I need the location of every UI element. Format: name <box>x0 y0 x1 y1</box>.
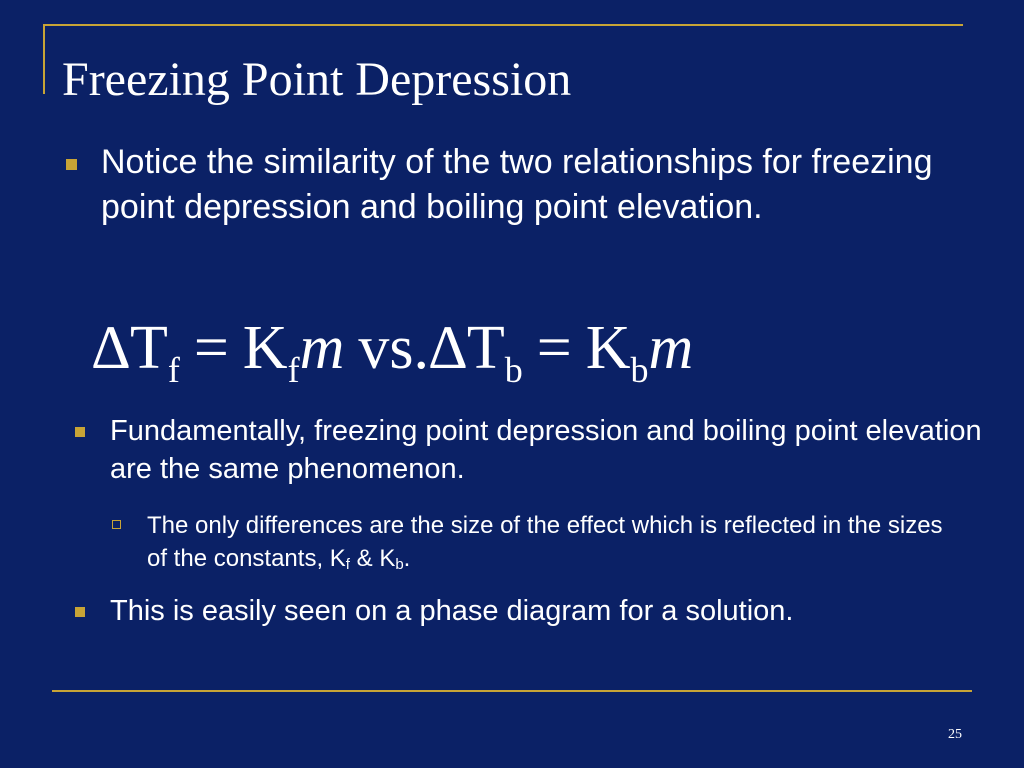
eq-equals-2: = <box>536 314 572 382</box>
sub-bullet-text <box>147 509 947 575</box>
eq-K-f: K <box>242 314 288 382</box>
delta-symbol: ∆ <box>92 314 130 382</box>
bullet-similarity <box>66 140 966 230</box>
eq-T-f: T <box>129 314 168 382</box>
frame-left-rule <box>43 24 45 94</box>
square-bullet-icon <box>75 607 85 617</box>
frame-top-rule <box>43 24 963 26</box>
eq-K-sub-b: b <box>630 350 649 390</box>
square-bullet-icon <box>75 427 85 437</box>
sub-bullet-end: . <box>403 545 411 572</box>
eq-equals-1: = <box>193 314 229 382</box>
equation <box>92 308 693 410</box>
sub-bullet-main: The only differences are the size of the effect which is reflected in the sizes of the constants, K <box>147 512 943 572</box>
subscript-f: f <box>345 556 350 573</box>
eq-K-sub-f: f <box>287 350 300 390</box>
bullet-phase-diagram <box>75 592 995 630</box>
sub-bullet-mid: & K <box>349 545 396 572</box>
eq-K-b: K <box>585 314 631 382</box>
delta-symbol-2: ∆ <box>428 314 467 382</box>
square-bullet-icon <box>66 159 77 170</box>
bullet-text: This is easily seen on a phase diagram for a solution. <box>110 595 794 627</box>
bullet-fundamentally <box>75 412 995 488</box>
eq-vs: vs. <box>358 314 429 382</box>
eq-sub-b: b <box>504 350 523 390</box>
eq-sub-f: f <box>167 350 180 390</box>
slide-title: Freezing Point Depression <box>62 53 572 106</box>
page-number: 25 <box>948 727 962 742</box>
sub-bullet-differences <box>112 509 972 575</box>
bullet-text: Notice the similarity of the two relationships for freezing point depression and boiling point elevation. <box>101 143 933 226</box>
hollow-square-bullet-icon <box>112 520 121 529</box>
eq-T-b: T <box>466 314 505 382</box>
frame-bottom-rule <box>52 690 972 692</box>
eq-m-2: m <box>648 314 694 382</box>
subscript-b: b <box>395 556 404 573</box>
eq-m-1: m <box>299 314 345 382</box>
bullet-text: Fundamentally, freezing point depression and boiling point elevation are the same phenomenon. <box>110 415 982 485</box>
